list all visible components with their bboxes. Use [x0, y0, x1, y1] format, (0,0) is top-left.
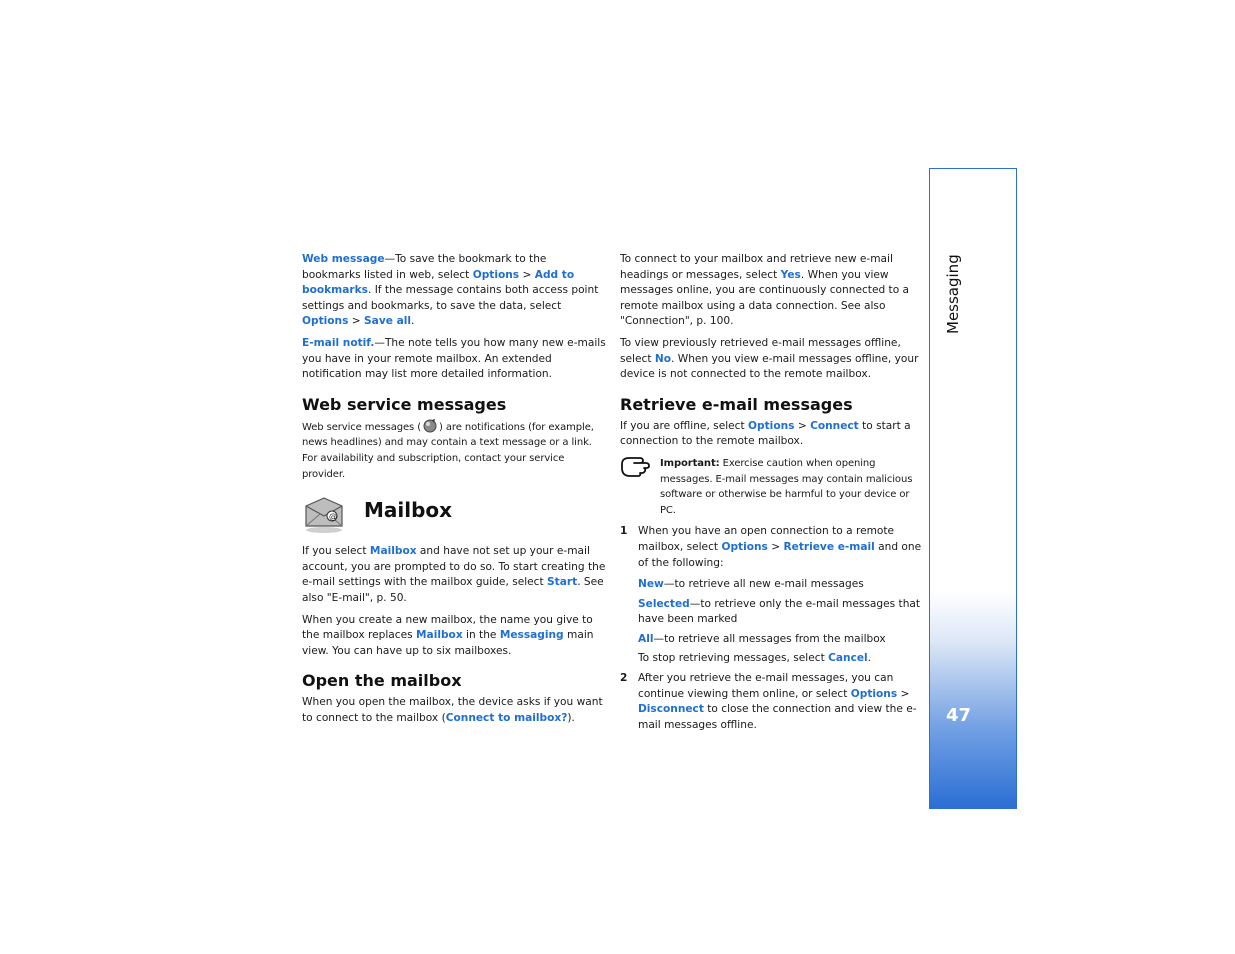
- open-mailbox-paragraph: When you open the mailbox, the device asks if you want to connect to the mailbox (Connect to mailbox?).: [302, 696, 603, 724]
- menu-term: Connect: [810, 419, 859, 432]
- option-all: All—to retrieve all messages from the mailbox: [638, 632, 886, 645]
- mailbox-setup-paragraph: If you select Mailbox and have not set up your e-mail account, you are prompted to do so. To start creating the e-mail settings with the mailbox guide, select Start. See also "E-mail", p. 50.: [302, 545, 606, 604]
- step-2: [620, 671, 925, 733]
- menu-term: Options: [850, 687, 898, 700]
- menu-term: Save all: [364, 315, 412, 328]
- menu-term: Cancel: [828, 652, 868, 665]
- menu-term: Yes: [780, 268, 801, 281]
- menu-term: Options: [472, 268, 520, 281]
- heading-web-service-messages: Web service messages: [302, 394, 507, 414]
- menu-term: Selected: [638, 597, 690, 610]
- step-number: 1: [620, 525, 628, 538]
- menu-term: E-mail notif.: [302, 336, 375, 349]
- menu-term: Add to bookmarks: [302, 268, 575, 297]
- step-number: 2: [620, 672, 628, 685]
- menu-term: Disconnect: [638, 703, 704, 716]
- web-service-paragraph: Web service messages ( ) are notifications (for example, news headlines) and may contain a text message or a link. For availability and subscription, contact your service provider.: [302, 419, 607, 482]
- menu-term: Options: [748, 419, 795, 432]
- web-message-paragraph: Web message—To save the bookmark to the bookmarks listed in web, select Options > Add to bookmarks. If the message contains both access point settings and bookmarks, to save the data, select Options > Save all.: [302, 253, 599, 328]
- step-2-text: After you retrieve the e-mail messages, you can continue viewing them online, or select Options > Disconnect to close the connection and view the e-mail messages offline.: [638, 672, 917, 731]
- step-1: [620, 524, 925, 571]
- important-note: [620, 456, 925, 518]
- stop-retrieving: To stop retrieving messages, select Cancel.: [638, 652, 872, 665]
- left-column: [302, 252, 607, 732]
- web-service-message-icon: [423, 419, 437, 433]
- menu-term: Options: [302, 315, 349, 328]
- retrieve-intro-paragraph: If you are offline, select Options > Connect to start a connection to the remote mailbox.: [620, 419, 911, 448]
- offline-paragraph: To view previously retrieved e-mail messages offline, select No. When you view e-mail messages offline, your device is not connected to the remote mailbox.: [620, 336, 919, 381]
- menu-term: Mailbox: [369, 545, 417, 558]
- menu-term: Web message: [302, 253, 385, 265]
- email-notif-paragraph: E-mail notif.—The note tells you how many new e-mails you have in your remote mailbox. An extended notification may list more detailed information.: [302, 336, 606, 381]
- option-new: New—to retrieve all new e-mail messages: [638, 578, 864, 591]
- page-number: 47: [946, 705, 972, 726]
- important-text: Important: Exercise caution when opening messages. E-mail messages may contain malicious software or otherwise be harmful to your device or PC.: [660, 457, 913, 516]
- menu-term: Options: [721, 540, 768, 553]
- menu-term: All: [638, 632, 654, 645]
- menu-term: Start: [547, 576, 578, 589]
- menu-term: Mailbox: [416, 629, 463, 642]
- menu-term: No: [654, 352, 671, 365]
- connect-paragraph: To connect to your mailbox and retrieve new e-mail headings or messages, select Yes. When you view messages online, you are continuously connected to a remote mailbox using a data connection. See also "Connection", p. 100.: [620, 253, 910, 328]
- right-column: [620, 252, 925, 739]
- hand-pointer-icon: [620, 454, 650, 478]
- mailbox-name-paragraph: When you create a new mailbox, the name you give to the mailbox replaces Mailbox in the Messaging main view. You can have up to six mailboxes.: [302, 613, 594, 657]
- mailbox-icon: [302, 494, 346, 534]
- svg-text:@: @: [329, 512, 337, 522]
- section-title: Messaging: [944, 254, 962, 334]
- heading-open-mailbox: Open the mailbox: [302, 671, 462, 691]
- menu-term: Messaging: [499, 629, 564, 642]
- menu-term: Connect to mailbox?: [445, 711, 568, 724]
- menu-term: Retrieve e-mail: [783, 540, 875, 553]
- option-selected: Selected—to retrieve only the e-mail messages that have been marked: [638, 597, 921, 626]
- menu-term: New: [638, 578, 664, 591]
- mailbox-heading-row: [302, 494, 607, 534]
- heading-mailbox: Mailbox: [364, 498, 453, 523]
- step-1-text: When you have an open connection to a remote mailbox, select Options > Retrieve e-mail and one of the following:: [638, 525, 922, 569]
- section-sidebar: [929, 168, 1017, 809]
- heading-retrieve-email: Retrieve e-mail messages: [620, 394, 853, 414]
